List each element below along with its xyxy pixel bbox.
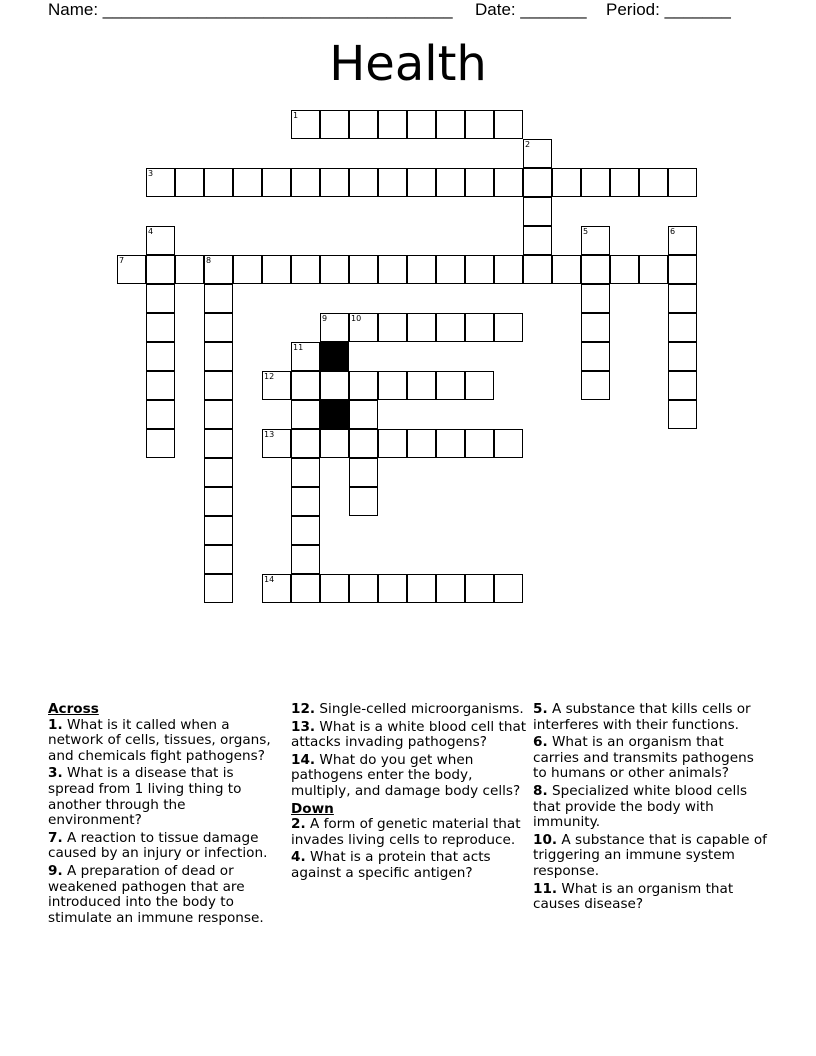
grid-cell[interactable]	[494, 429, 523, 458]
grid-cell[interactable]	[668, 226, 697, 255]
grid-block-cell	[320, 342, 349, 371]
grid-cell[interactable]	[146, 342, 175, 371]
grid-cell[interactable]	[204, 255, 233, 284]
grid-cell[interactable]	[291, 342, 320, 371]
page-title: Health	[329, 36, 487, 92]
grid-cell[interactable]	[291, 371, 320, 400]
grid-cell[interactable]	[233, 168, 262, 197]
grid-cell[interactable]	[204, 400, 233, 429]
grid-block-cell	[320, 400, 349, 429]
grid-cell[interactable]	[291, 400, 320, 429]
clue-across-14: 14. What do you get when pathogens enter the body, multiply, and damage body cells?	[291, 751, 521, 799]
grid-cell[interactable]	[436, 429, 465, 458]
grid-cell[interactable]	[465, 574, 494, 603]
grid-cell[interactable]	[378, 313, 407, 342]
across-heading: Across	[48, 701, 99, 717]
grid-cell[interactable]	[581, 226, 610, 255]
grid-cell[interactable]	[494, 168, 523, 197]
clues-column-1	[48, 702, 280, 928]
grid-cell[interactable]	[146, 429, 175, 458]
grid-cell[interactable]	[523, 255, 552, 284]
grid-cell[interactable]	[407, 313, 436, 342]
grid-cell[interactable]	[262, 574, 291, 603]
clue-number-8: 8	[206, 256, 212, 265]
grid-cell[interactable]	[291, 487, 320, 516]
grid-cell[interactable]	[465, 313, 494, 342]
grid-cell[interactable]	[436, 168, 465, 197]
grid-cell[interactable]	[320, 574, 349, 603]
clue-number-9: 9	[322, 314, 328, 323]
grid-cell[interactable]	[436, 574, 465, 603]
clue-down-10: 10. A substance that is capable of triggering an immune system response.	[533, 831, 767, 879]
grid-cell[interactable]	[436, 110, 465, 139]
grid-cell[interactable]	[291, 168, 320, 197]
clue-across-3: 3. What is a disease that is spread from 1 living thing to another through the environment?	[48, 765, 242, 829]
clue-number-13: 13	[264, 430, 275, 439]
grid-cell[interactable]	[523, 168, 552, 197]
clue-across-12: 12. Single-celled microorganisms.	[291, 701, 524, 717]
grid-cell[interactable]	[146, 371, 175, 400]
clue-down-8: 8. Specialized white blood cells that provide the body with immunity.	[533, 782, 748, 831]
grid-cell[interactable]	[668, 400, 697, 429]
grid-cell[interactable]	[407, 255, 436, 284]
grid-cell[interactable]	[610, 168, 639, 197]
clue-across-13: 13. What is a white blood cell that attacks invading pathogens?	[291, 718, 527, 751]
grid-cell[interactable]	[204, 487, 233, 516]
grid-cell[interactable]	[465, 429, 494, 458]
grid-cell[interactable]	[581, 313, 610, 342]
grid-cell[interactable]	[465, 110, 494, 139]
grid-cell[interactable]	[378, 110, 407, 139]
grid-cell[interactable]	[146, 313, 175, 342]
grid-cell[interactable]	[349, 429, 378, 458]
grid-cell[interactable]	[349, 168, 378, 197]
grid-cell[interactable]	[523, 139, 552, 168]
grid-cell[interactable]	[668, 255, 697, 284]
grid-cell[interactable]	[668, 168, 697, 197]
grid-cell[interactable]	[581, 255, 610, 284]
grid-cell[interactable]	[262, 255, 291, 284]
grid-cell[interactable]	[378, 168, 407, 197]
grid-cell[interactable]	[175, 255, 204, 284]
grid-cell[interactable]	[320, 313, 349, 342]
grid-cell[interactable]	[436, 371, 465, 400]
clue-across-7: 7. A reaction to tissue damage caused by an injury or infection.	[48, 829, 268, 862]
clue-across-9: 9. A preparation of dead or weakened pathogen that are introduced into the body to stimulate an immune response.	[48, 862, 264, 926]
grid-cell[interactable]	[668, 284, 697, 313]
grid-cell[interactable]	[349, 458, 378, 487]
grid-cell[interactable]	[494, 574, 523, 603]
grid-cell[interactable]	[204, 168, 233, 197]
grid-cell[interactable]	[639, 255, 668, 284]
clue-number-10: 10	[351, 314, 362, 323]
grid-cell[interactable]	[204, 545, 233, 574]
clue-number-14: 14	[264, 575, 275, 584]
clue-down-4: 4. What is a protein that acts against a specific antigen?	[291, 849, 491, 881]
grid-cell[interactable]	[349, 255, 378, 284]
grid-cell[interactable]	[204, 574, 233, 603]
grid-cell[interactable]	[146, 226, 175, 255]
grid-cell[interactable]	[581, 371, 610, 400]
grid-cell[interactable]	[262, 168, 291, 197]
grid-cell[interactable]	[378, 574, 407, 603]
grid-cell[interactable]	[291, 516, 320, 545]
down-heading: Down	[291, 800, 334, 817]
grid-cell[interactable]	[204, 284, 233, 313]
grid-cell[interactable]	[668, 371, 697, 400]
grid-cell[interactable]	[581, 342, 610, 371]
clue-down-5: 5. A substance that kills cells or interferes with their functions.	[533, 701, 751, 733]
grid-cell[interactable]	[320, 110, 349, 139]
clue-number-4: 4	[148, 227, 154, 236]
grid-cell[interactable]	[291, 255, 320, 284]
grid-cell[interactable]	[378, 255, 407, 284]
grid-cell[interactable]	[407, 110, 436, 139]
grid-cell[interactable]	[552, 168, 581, 197]
grid-cell[interactable]	[117, 255, 146, 284]
grid-cell[interactable]	[204, 516, 233, 545]
grid-cell[interactable]	[291, 458, 320, 487]
grid-cell[interactable]	[291, 574, 320, 603]
grid-cell[interactable]	[407, 371, 436, 400]
clue-number-5: 5	[583, 227, 589, 236]
clue-number-11: 11	[293, 343, 304, 352]
grid-cell[interactable]	[407, 168, 436, 197]
clues-column-3	[533, 702, 769, 915]
grid-cell[interactable]	[523, 197, 552, 226]
grid-cell[interactable]	[204, 371, 233, 400]
grid-cell[interactable]	[668, 313, 697, 342]
grid-cell[interactable]	[436, 313, 465, 342]
grid-cell[interactable]	[204, 342, 233, 371]
date-field-label[interactable]: Date: _______	[475, 0, 587, 19]
grid-cell[interactable]	[523, 226, 552, 255]
grid-cell[interactable]	[581, 284, 610, 313]
grid-cell[interactable]	[349, 110, 378, 139]
grid-cell[interactable]	[610, 255, 639, 284]
clue-down-2: 2. A form of genetic material that invades living cells to reproduce.	[291, 816, 521, 848]
clue-down-11: 11. What is an organism that causes disease?	[533, 880, 734, 913]
grid-cell[interactable]	[465, 371, 494, 400]
grid-cell[interactable]	[291, 545, 320, 574]
clue-number-6: 6	[670, 227, 676, 236]
period-field-label[interactable]: Period: _______	[606, 0, 731, 19]
grid-cell[interactable]	[465, 168, 494, 197]
grid-cell[interactable]	[349, 487, 378, 516]
grid-cell[interactable]	[320, 429, 349, 458]
clue-number-12: 12	[264, 372, 275, 381]
grid-cell[interactable]	[146, 255, 175, 284]
grid-cell[interactable]	[262, 429, 291, 458]
clues-column-2	[291, 702, 527, 884]
clue-number-3: 3	[148, 169, 154, 178]
grid-cell[interactable]	[204, 313, 233, 342]
grid-cell[interactable]	[262, 371, 291, 400]
grid-cell[interactable]	[204, 458, 233, 487]
grid-cell[interactable]	[291, 429, 320, 458]
grid-cell[interactable]	[494, 110, 523, 139]
grid-cell[interactable]	[146, 400, 175, 429]
grid-cell[interactable]	[581, 168, 610, 197]
clue-number-1: 1	[293, 111, 299, 120]
clue-number-2: 2	[525, 140, 531, 149]
grid-cell[interactable]	[349, 313, 378, 342]
grid-cell[interactable]	[639, 168, 668, 197]
clue-down-6: 6. What is an organism that carries and transmits pathogens to humans or other animals?	[533, 734, 754, 782]
clue-across-1: 1. What is it called when a network of cells, tissues, organs, and chemicals fight pathogens?	[48, 716, 271, 764]
grid-cell[interactable]	[320, 371, 349, 400]
grid-cell[interactable]	[204, 429, 233, 458]
name-field-label[interactable]: Name: _____________________________________	[48, 0, 453, 19]
grid-cell[interactable]	[349, 574, 378, 603]
grid-cell[interactable]	[494, 255, 523, 284]
grid-cell[interactable]	[233, 255, 262, 284]
grid-cell[interactable]	[349, 371, 378, 400]
grid-cell[interactable]	[378, 371, 407, 400]
grid-cell[interactable]	[146, 284, 175, 313]
grid-cell[interactable]	[668, 342, 697, 371]
grid-cell[interactable]	[436, 255, 465, 284]
grid-cell[interactable]	[291, 110, 320, 139]
grid-cell[interactable]	[407, 429, 436, 458]
grid-cell[interactable]	[146, 168, 175, 197]
clue-number-7: 7	[119, 256, 125, 265]
grid-cell[interactable]	[407, 574, 436, 603]
grid-cell[interactable]	[349, 400, 378, 429]
grid-cell[interactable]	[320, 255, 349, 284]
grid-cell[interactable]	[320, 168, 349, 197]
grid-cell[interactable]	[552, 255, 581, 284]
grid-cell[interactable]	[378, 429, 407, 458]
grid-cell[interactable]	[494, 313, 523, 342]
grid-cell[interactable]	[465, 255, 494, 284]
grid-cell[interactable]	[175, 168, 204, 197]
